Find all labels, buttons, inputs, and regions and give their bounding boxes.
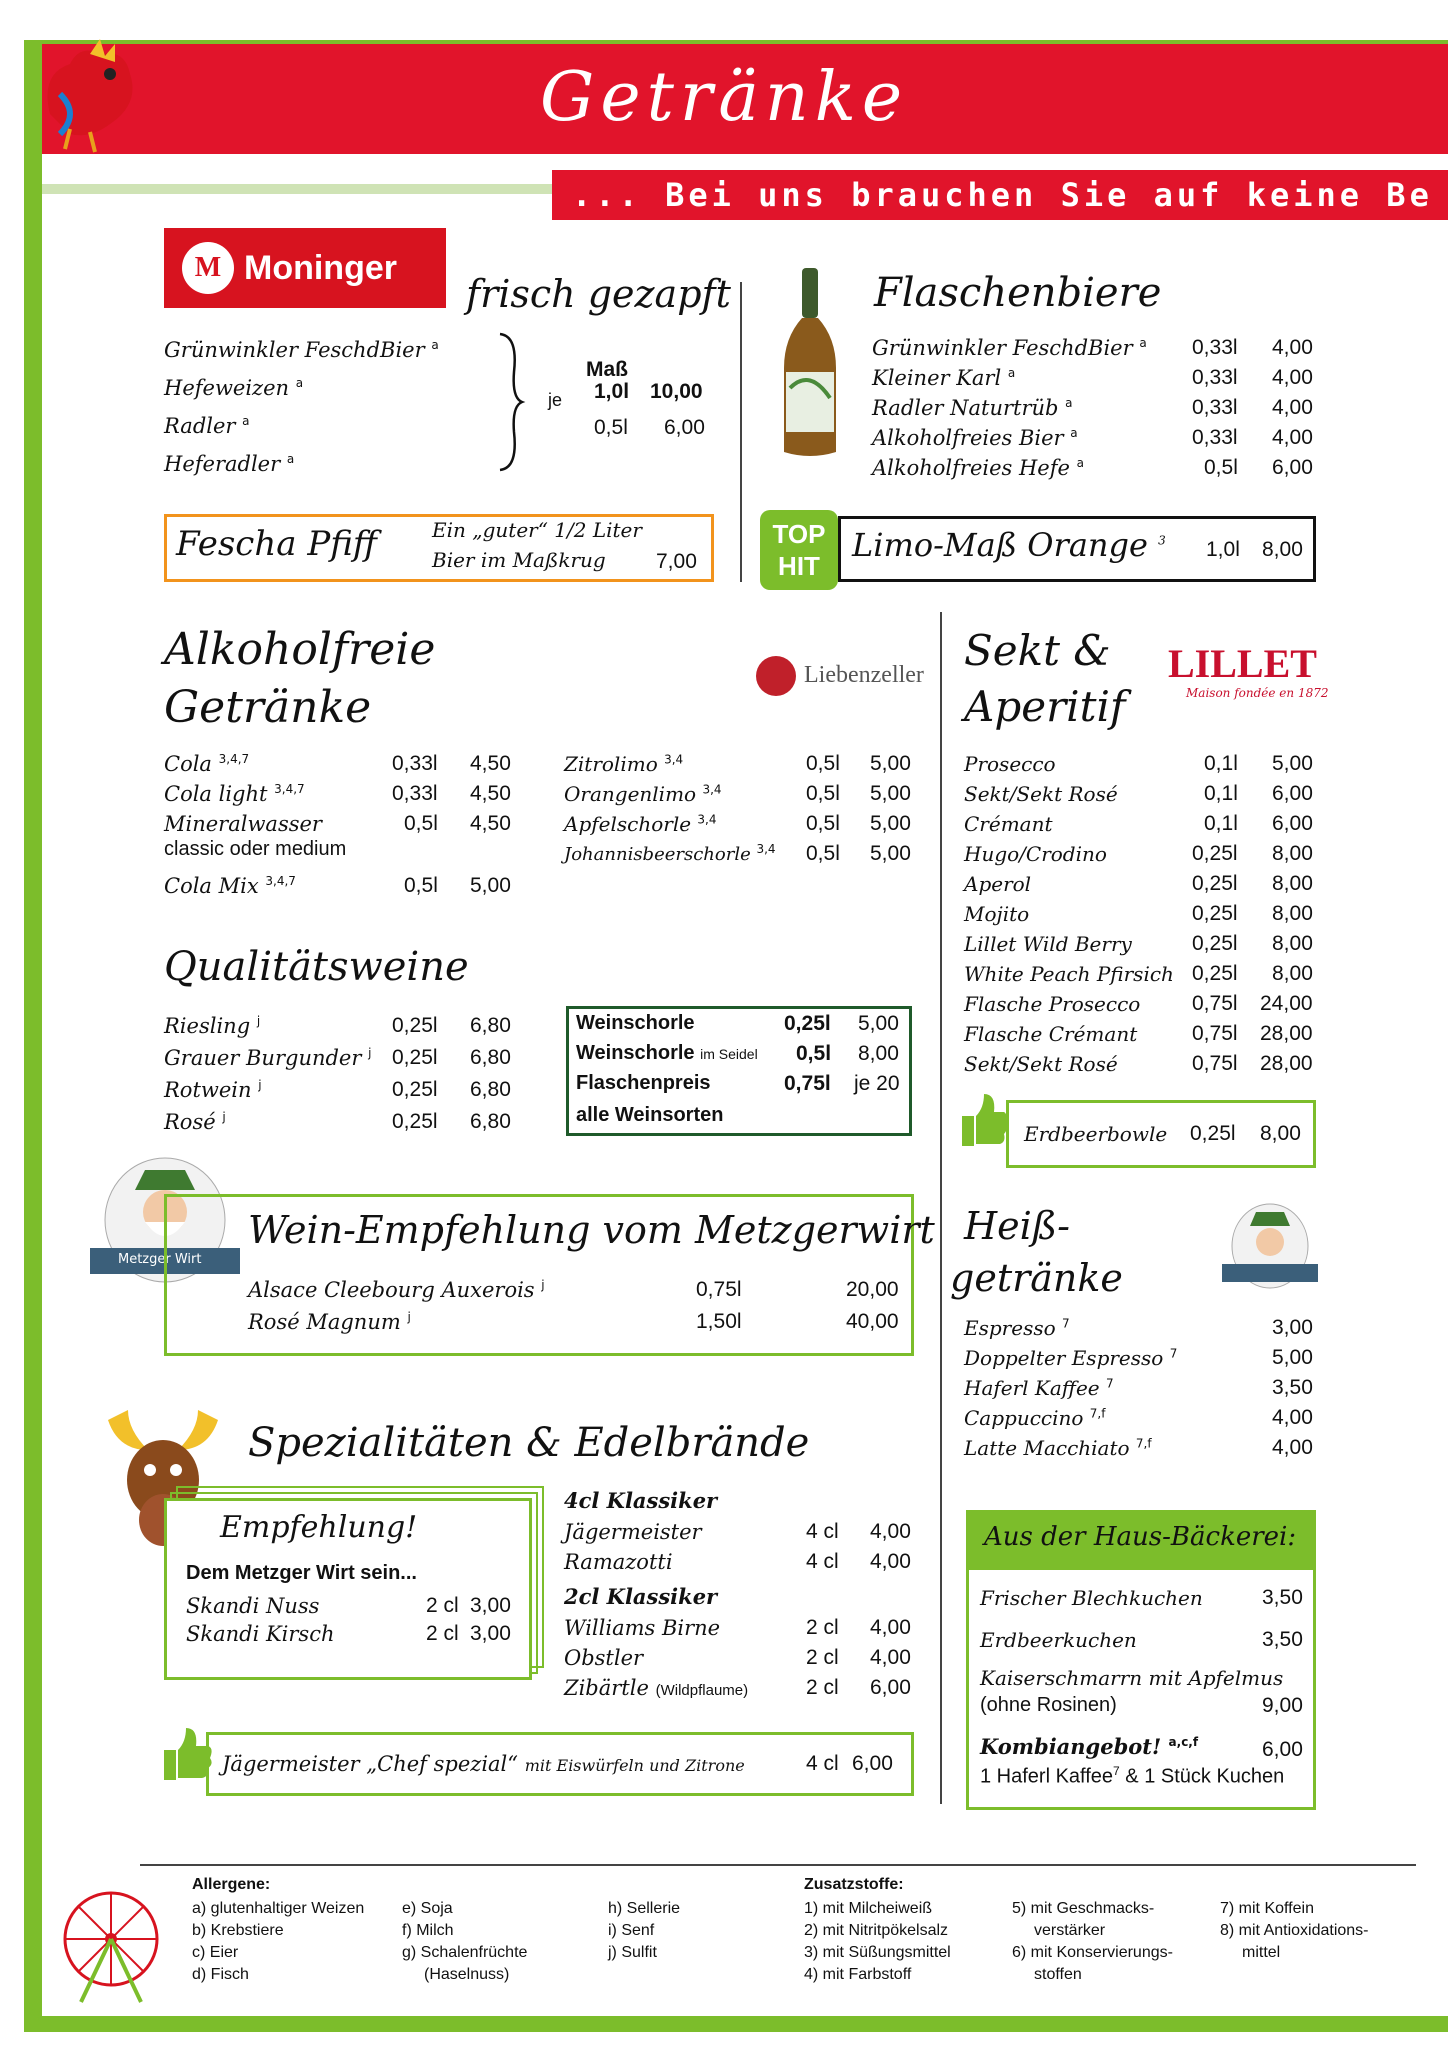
price-cell: 8,00 — [1272, 962, 1313, 985]
price-cell: 28,00 — [1260, 1052, 1313, 1075]
size-cell: 0,75l — [1192, 1022, 1238, 1045]
frame-left-border — [24, 40, 42, 2030]
footer-divider — [140, 1864, 1416, 1866]
size-cell: 2 cl — [806, 1616, 839, 1639]
price-cell: 8,00 — [1272, 902, 1313, 925]
heiss-heading-2: getränke — [950, 1256, 1123, 1300]
allergene-col3: h) Sellerie i) Senf j) Sulfit — [608, 1900, 681, 1961]
metzgerwirt-mascot-icon — [1222, 1200, 1318, 1294]
empfehlung-box-sub: Dem Metzger Wirt sein... — [186, 1562, 417, 1584]
ferris-wheel-icon — [56, 1884, 166, 2004]
section-divider — [740, 282, 742, 582]
frame-bottom-border — [24, 2016, 1448, 2032]
price-cell: 5,00 — [1272, 1346, 1313, 1369]
price-cell: 6,00 — [1272, 812, 1313, 835]
qualitaetsweine-heading: Qualitätsweine — [164, 944, 469, 990]
brace-icon — [496, 332, 526, 472]
price-cell: 4,00 — [1272, 1436, 1313, 1459]
menu-item: Grünwinkler FeschdBier $^a$ — [164, 338, 439, 362]
moninger-logo — [164, 228, 446, 308]
mineral-sub: classic oder medium — [164, 838, 347, 860]
price-cell: 6,80 — [470, 1110, 511, 1133]
je-label: je — [548, 390, 563, 410]
price-cell: 6,80 — [470, 1046, 511, 1069]
price-cell: 6,00 — [1262, 1738, 1303, 1761]
price-cell: 5,00 — [870, 752, 911, 775]
size-cell: 0,25l — [392, 1110, 438, 1133]
menu-item: Alkoholfreies Bier $^a$ — [872, 426, 1078, 450]
size-cell: 0,5l — [806, 842, 840, 865]
sekt-heading: Sekt & — [964, 626, 1111, 675]
zusatz-col1: 1) mit Milcheiweiß 2) mit Nitritpökelsalz 3) mit Süßungsmittel 4) mit Farbstoff — [804, 1900, 951, 1983]
price-cell: 20,00 — [846, 1278, 899, 1301]
moninger-badge-icon: M — [182, 242, 234, 294]
menu-item: Heferadler $^a$ — [164, 452, 295, 476]
size-cell: 0,25l — [392, 1078, 438, 1101]
sekt-heading-2: Aperitif — [964, 682, 1126, 731]
size-cell: 4 cl — [806, 1550, 839, 1573]
size-cell: 0,75l — [1192, 1052, 1238, 1075]
price-cell: 9,00 — [1262, 1694, 1303, 1717]
allergene-title: Allergene: — [192, 1876, 271, 1893]
size-cell: 0,5l — [594, 416, 628, 439]
size-cell: 0,25l — [392, 1046, 438, 1069]
fescha-line2: Bier im Maßkrug — [432, 548, 606, 572]
size-cell: 0,75l — [1192, 992, 1238, 1015]
alkoholfrei-heading-2: Getränke — [164, 682, 372, 733]
price-cell: 5,00 — [870, 782, 911, 805]
size-cell: 0,5l — [806, 752, 840, 775]
price-cell: 24,00 — [1260, 992, 1313, 1015]
price-cell: 5,00 — [870, 842, 911, 865]
price-cell: 6,80 — [470, 1078, 511, 1101]
size-cell: 0,25l — [784, 1012, 831, 1035]
price-cell: 6,80 — [470, 1014, 511, 1037]
rooster-icon — [30, 34, 150, 154]
metzgerwirt-badge-text: Metzger Wirt — [118, 1252, 202, 1267]
menu-item: Hefeweizen $^a$ — [164, 376, 304, 400]
size-cell: 0,33l — [392, 752, 438, 775]
size-cell: 0,75l — [696, 1278, 742, 1301]
price-cell: 4,00 — [870, 1646, 911, 1669]
mass-label: Maß — [586, 358, 628, 381]
size-cell: 0,33l — [392, 782, 438, 805]
price-cell: 4,00 — [1272, 1406, 1313, 1429]
size-cell: 2 cl — [426, 1622, 459, 1645]
empfehlung-box-title: Empfehlung! — [220, 1510, 418, 1545]
size-cell: 0,5l — [806, 782, 840, 805]
size-cell: 2 cl — [806, 1646, 839, 1669]
fescha-pfiff-name: Fescha Pfiff — [176, 524, 377, 564]
wein-empfehlung-heading: Wein-Empfehlung vom Metzgerwirt — [248, 1208, 935, 1252]
size-cell: 0,5l — [1204, 456, 1238, 479]
thumbs-up-icon — [958, 1090, 1008, 1150]
zusatz-title: Zusatzstoffe: — [804, 1876, 904, 1893]
baeckerei-heading: Aus der Haus-Bäckerei: — [984, 1522, 1297, 1552]
zusatz-col3: 7) mit Koffein 8) mit Antioxidations- mittel — [1220, 1900, 1369, 1961]
size-cell: 1,0l — [594, 380, 630, 403]
price-cell: 5,00 — [470, 874, 511, 897]
price-cell: 5,00 — [1272, 752, 1313, 775]
liebenzeller-logo: Liebenzeller — [804, 662, 924, 688]
schorle-name: alle Weinsorten — [576, 1104, 724, 1126]
price-cell: 4,00 — [1272, 396, 1313, 419]
zusatz-col2: 5) mit Geschmacks- verstärker 6) mit Konservierungs- stoffen — [1012, 1900, 1173, 1983]
price-cell: 5,00 — [858, 1012, 899, 1035]
price-cell: 6,00 — [852, 1752, 893, 1775]
size-cell: 0,25l — [1192, 902, 1238, 925]
menu-item: Grünwinkler FeschdBier $^a$ — [872, 336, 1147, 360]
size-cell: 0,25l — [1192, 842, 1238, 865]
price-cell: 4,50 — [470, 812, 511, 835]
menu-item: Alkoholfreies Hefe $^a$ — [872, 456, 1084, 480]
menu-item: Radler Naturtrüb $^a$ — [872, 396, 1073, 420]
menu-item: Kleiner Karl $^a$ — [872, 366, 1016, 390]
size-cell: 0,33l — [1192, 396, 1238, 419]
schorle-name: Weinschorle — [576, 1012, 695, 1034]
size-cell: 0,25l — [1192, 932, 1238, 955]
size-cell: 0,5l — [404, 812, 438, 835]
size-cell: 0,33l — [1192, 366, 1238, 389]
slogan-text: ... Bei uns brauchen Sie auf keine Be — [572, 176, 1433, 214]
price-cell: 8,00 — [1272, 932, 1313, 955]
price-cell: 4,00 — [1272, 426, 1313, 449]
price-cell: 3,50 — [1262, 1586, 1303, 1609]
size-cell: 0,1l — [1204, 782, 1238, 805]
top-hit-badge: TOP HIT — [760, 510, 838, 590]
price-cell: 28,00 — [1260, 1022, 1313, 1045]
alkoholfrei-heading: Alkoholfreie — [164, 624, 436, 675]
price-cell: 7,00 — [656, 550, 697, 573]
top-hit-name: Limo-Maß Orange $^3$ — [852, 526, 1166, 564]
kaiser-sub: (ohne Rosinen) — [980, 1694, 1117, 1716]
price-cell: 40,00 — [846, 1310, 899, 1333]
price-cell: 4,50 — [470, 752, 511, 775]
decorative-line — [42, 184, 562, 194]
heiss-heading: Heiß- — [964, 1204, 1071, 1248]
size-cell: 0,1l — [1204, 812, 1238, 835]
thumbs-up-icon — [156, 1724, 212, 1784]
schorle-name: Flaschenpreis — [576, 1072, 711, 1094]
price-cell: 3,50 — [1262, 1628, 1303, 1651]
size-cell: 4 cl — [806, 1752, 839, 1775]
price-cell: 8,00 — [1272, 872, 1313, 895]
size-cell: 0,25l — [1192, 962, 1238, 985]
size-cell: 0,75l — [784, 1072, 831, 1095]
price-cell: 5,00 — [870, 812, 911, 835]
size-cell: 0,25l — [392, 1014, 438, 1037]
size-cell: 0,25l — [1192, 872, 1238, 895]
price-cell: 3,50 — [1272, 1376, 1313, 1399]
price-cell: 8,00 — [1262, 538, 1303, 561]
size-cell: 0,5l — [806, 812, 840, 835]
allergene-col1: a) glutenhaltiger Weizen b) Krebstiere c) Eier d) Fisch — [192, 1900, 365, 1983]
allergene-col2: e) Soja f) Milch g) Schalenfrüchte (Haselnuss) — [402, 1900, 528, 1983]
size-cell: 1,0l — [1206, 538, 1240, 561]
price-cell: 3,00 — [1272, 1316, 1313, 1339]
menu-item: Radler $^a$ — [164, 414, 250, 438]
flaschenbiere-heading: Flaschenbiere — [874, 270, 1162, 316]
moninger-logo-text: Moninger — [244, 248, 397, 287]
price-cell: 8,00 — [1272, 842, 1313, 865]
size-cell: 0,33l — [1192, 336, 1238, 359]
section-divider — [940, 612, 942, 1804]
price-cell: 4,00 — [870, 1520, 911, 1543]
fescha-line1: Ein „guter“ 1/2 Liter — [432, 518, 642, 542]
lillet-logo-sub: Maison fondée en 1872 — [1186, 686, 1329, 700]
price-cell: 4,50 — [470, 782, 511, 805]
size-cell: 0,25l — [1190, 1122, 1236, 1145]
price-cell: 4,00 — [1272, 366, 1313, 389]
price-cell: 6,00 — [1272, 782, 1313, 805]
price-cell: 4,00 — [1272, 336, 1313, 359]
beer-bottle-icon — [780, 268, 840, 458]
price-cell: 8,00 — [1260, 1122, 1301, 1145]
price-cell: 4,00 — [870, 1616, 911, 1639]
price-cell: je 20 — [854, 1072, 900, 1095]
price-cell: 6,00 — [870, 1676, 911, 1699]
price-cell: 6,00 — [664, 416, 705, 439]
size-cell: 2 cl — [806, 1676, 839, 1699]
price-cell: 8,00 — [858, 1042, 899, 1065]
spezialitaeten-heading: Spezialitäten & Edelbrände — [248, 1420, 810, 1466]
lillet-logo: LILLET — [1168, 641, 1317, 686]
size-cell: 0,33l — [1192, 426, 1238, 449]
price-cell: 6,00 — [1272, 456, 1313, 479]
price-cell: 4,00 — [870, 1550, 911, 1573]
size-cell: 0,5l — [796, 1042, 832, 1065]
liebenzeller-badge-icon — [756, 656, 796, 696]
size-cell: 0,5l — [404, 874, 438, 897]
size-cell: 2 cl — [426, 1594, 459, 1617]
size-cell: 4 cl — [806, 1520, 839, 1543]
frisch-gezapft-heading: frisch gezapft — [466, 272, 731, 316]
size-cell: 1,50l — [696, 1310, 742, 1333]
page-title: Getränke — [540, 58, 909, 137]
price-cell: 10,00 — [650, 380, 703, 403]
size-cell: 0,1l — [1204, 752, 1238, 775]
price-cell: 3,00 — [470, 1594, 511, 1617]
price-cell: 3,00 — [470, 1622, 511, 1645]
